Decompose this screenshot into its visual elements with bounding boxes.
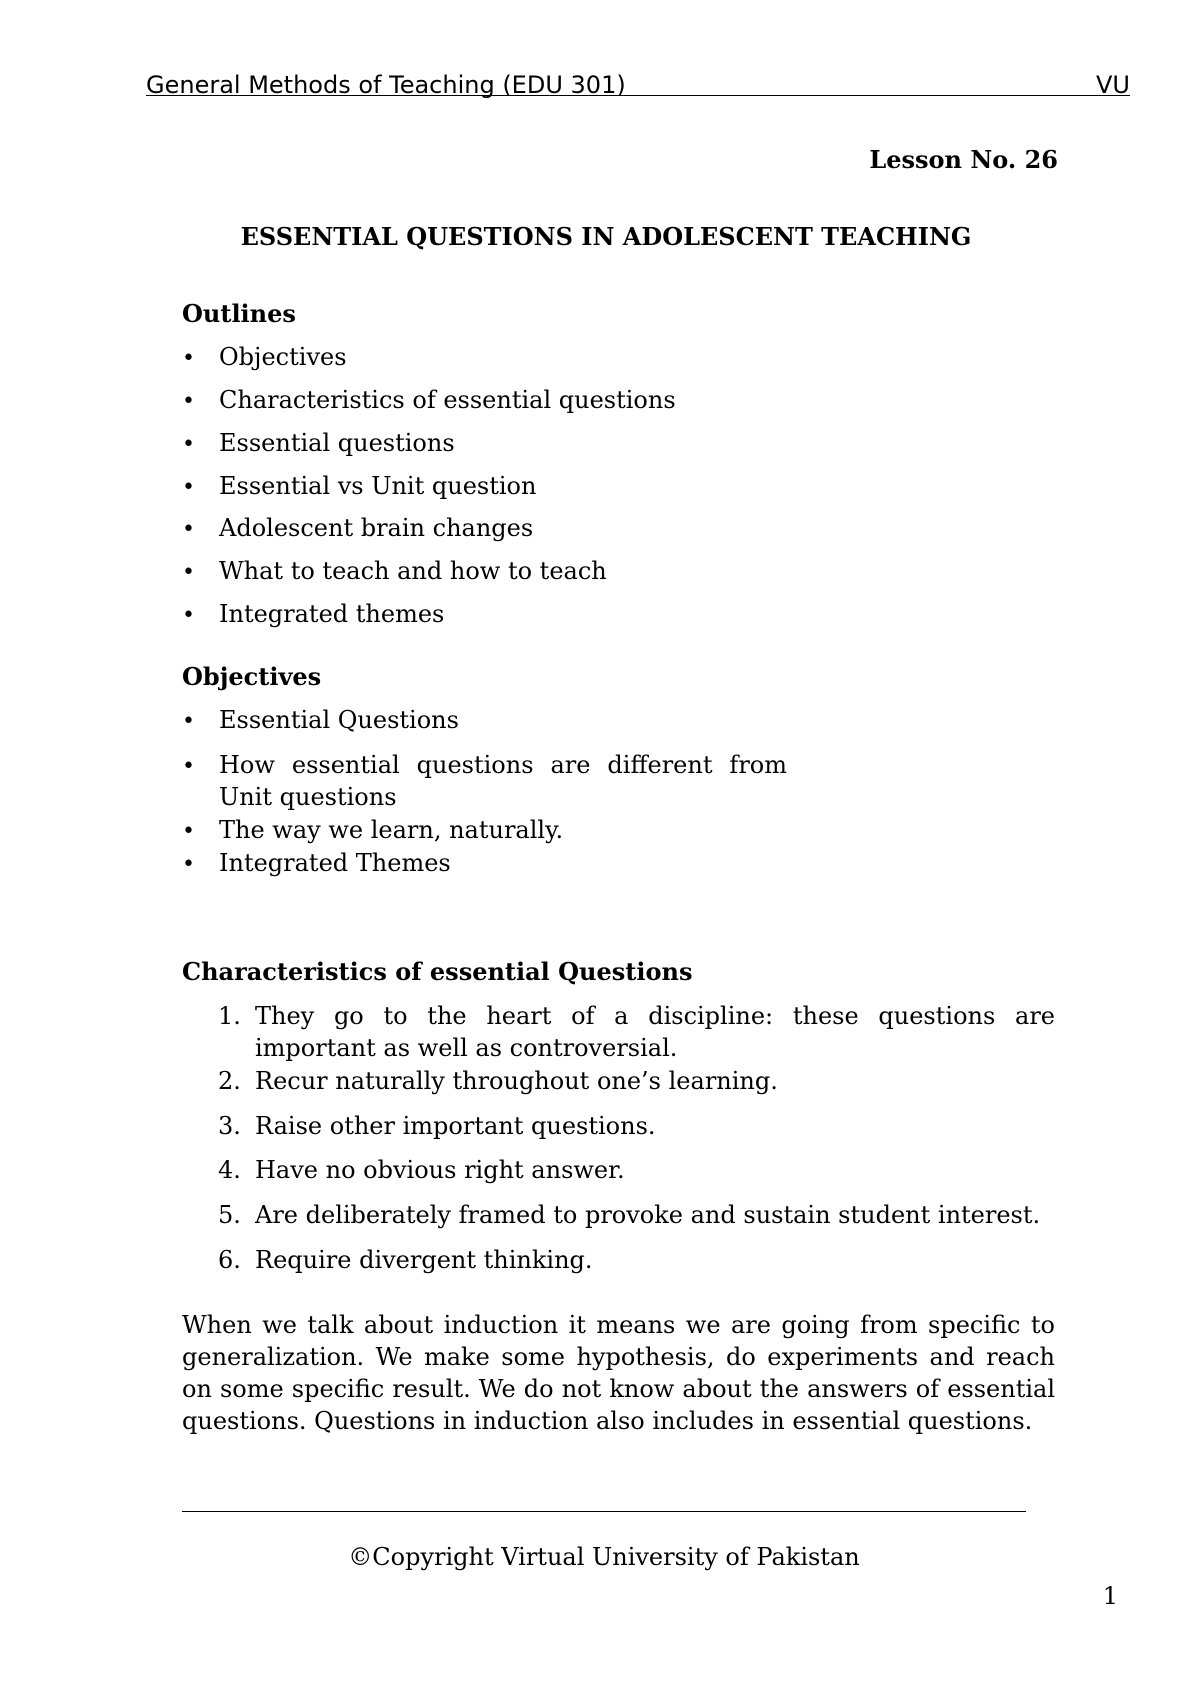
page-number: 1	[1102, 1582, 1118, 1610]
objectives-heading: Objectives	[182, 662, 322, 691]
bullet-icon: •	[182, 754, 195, 779]
header-divider	[146, 95, 1130, 96]
lesson-number: Lesson No. 26	[869, 145, 1058, 174]
outline-item: • Objectives	[182, 341, 347, 375]
outlines-heading: Outlines	[182, 299, 296, 328]
objective-bullet	[182, 749, 219, 783]
characteristic-number: 3.	[218, 1112, 241, 1140]
copyright-notice: ©Copyright Virtual University of Pakistan	[348, 1543, 860, 1571]
outline-item: • Essential vs Unit question	[182, 470, 536, 504]
characteristic-text: Require divergent thinking.	[255, 1246, 593, 1274]
characteristic-number: 2.	[218, 1067, 241, 1095]
bullet-icon: •	[182, 819, 195, 844]
characteristic-text: Are deliberately framed to provoke and sustain student interest.	[255, 1201, 1041, 1229]
outline-item: • Essential questions	[182, 427, 455, 461]
induction-paragraph: When we talk about induction it means we are going from specific to generalization. We make some hypothesis, do experiments and reach on some specific result. We do not know about the answers of essential questions. Questions in induction also includes in essential questions.	[182, 1311, 1055, 1435]
characteristic-text: Recur naturally throughout one’s learning.	[255, 1067, 778, 1095]
characteristic-number: 4.	[218, 1156, 241, 1184]
bullet-icon: •	[182, 517, 195, 542]
outline-item: • Integrated themes	[182, 598, 444, 632]
outline-item: • Adolescent brain changes	[182, 512, 533, 546]
characteristic-number: 1.	[218, 1002, 241, 1030]
characteristics-heading: Characteristics of essential Questions	[182, 957, 693, 986]
characteristic-text: Have no obvious right answer.	[255, 1156, 625, 1184]
objective-item: • Essential Questions	[182, 704, 459, 738]
footer-divider	[182, 1511, 1026, 1512]
bullet-icon: •	[182, 603, 195, 628]
bullet-icon: •	[182, 389, 195, 414]
lesson-title: ESSENTIAL QUESTIONS IN ADOLESCENT TEACHING	[240, 222, 972, 251]
objective-item: • The way we learn, naturally.	[182, 814, 563, 848]
objective-item-text: How essential questions are different from Unit questions	[219, 751, 787, 811]
characteristic-number: 5.	[218, 1201, 241, 1229]
bullet-icon: •	[182, 852, 195, 877]
bullet-icon: •	[182, 346, 195, 371]
bullet-icon: •	[182, 475, 195, 500]
bullet-icon: •	[182, 709, 195, 734]
course-title: General Methods of Teaching (EDU 301)	[146, 71, 626, 99]
outline-item: • Characteristics of essential questions	[182, 384, 676, 418]
characteristic-text: They go to the heart of a discipline: these questions are important as well as controversial.	[255, 1002, 1055, 1062]
objective-item: • Integrated Themes	[182, 847, 451, 881]
bullet-icon: •	[182, 432, 195, 457]
characteristic-number: 6.	[218, 1246, 241, 1274]
characteristic-text: Raise other important questions.	[255, 1112, 656, 1140]
bullet-icon: •	[182, 560, 195, 585]
institution-abbr: VU	[1096, 71, 1130, 99]
outline-item: • What to teach and how to teach	[182, 555, 607, 589]
